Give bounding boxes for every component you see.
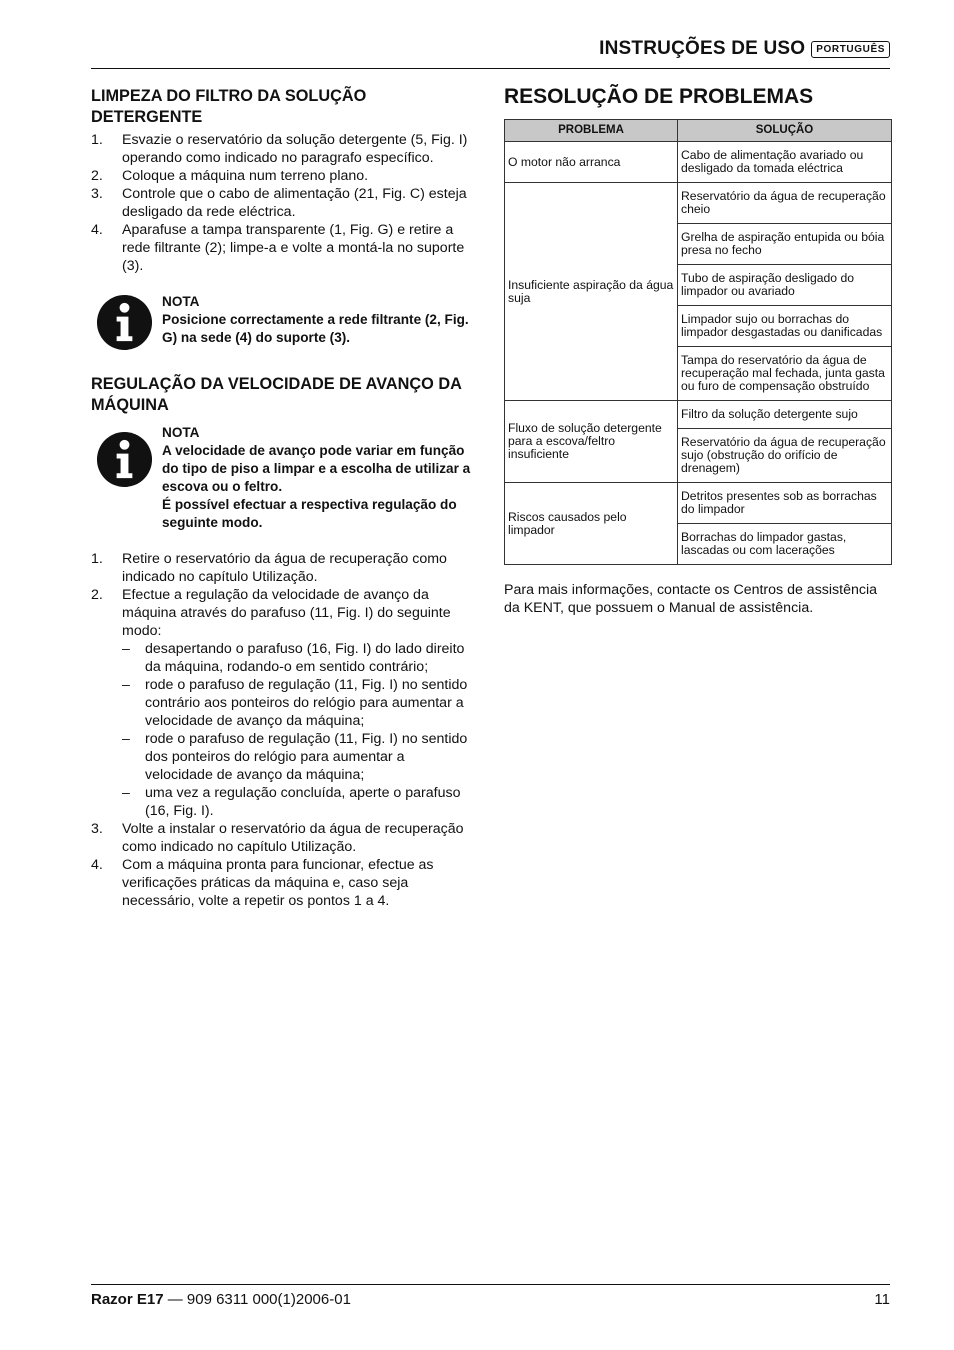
table-row: [505, 142, 892, 183]
list-item: 2. Efectue a regulação da velocidade de avanço da máquina através do parafuso (11, Fig. I) do seguinte modo: – desapertando o parafuso (16, Fig. I) do lado direito da máquina, rodando-o em sentido contrário; – rode o parafuso de regulação (11, Fig. I) no sentido contrário aos ponteiros do relógio para aumentar a velocidade de avanço da máquina; – rode o parafuso de regulação (11, Fig. I) no sentido dos ponteiros do relógio para aumentar a velocidade de avanço da máquina; – uma vez a regulação concluída, aperte o parafuso (16, Fig. I).: [91, 586, 476, 820]
info-icon: [95, 293, 154, 352]
note-label: NOTA: [162, 425, 200, 440]
solution-cell: Borrachas do limpador gastas, lascadas ou com lacerações: [678, 524, 892, 565]
solution-cell: Tubo de aspiração desligado do limpador ou avariado: [678, 265, 892, 306]
filter-steps: [91, 131, 476, 275]
troubleshooting-title: RESOLUÇÃO DE PROBLEMAS: [504, 85, 814, 108]
solution-cell: Grelha de aspiração entupida ou bóia presa no fecho: [678, 224, 892, 265]
list-item: – rode o parafuso de regulação (11, Fig. I) no sentido dos ponteiros do relógio para aumentar a velocidade de avanço da máquina;: [122, 731, 468, 783]
solution-cell: Cabo de alimentação avariado ou desligado da tomada eléctrica: [678, 142, 892, 183]
table-row: [505, 183, 892, 224]
note-label: NOTA: [162, 294, 200, 309]
troubleshooting-table: [504, 119, 892, 565]
problem-cell: Fluxo de solução detergente para a escova/feltro insuficiente: [505, 401, 678, 483]
list-item: 3. Volte a instalar o reservatório da água de recuperação como indicado no capítulo Utilização.: [91, 821, 464, 855]
list-item: – uma vez a regulação concluída, aperte o parafuso (16, Fig. I).: [122, 785, 461, 819]
assistance-footnote: Para mais informações, contacte os Centros de assistência da KENT, que possuem o Manual de assistência.: [504, 582, 877, 616]
solution-cell: Tampa do reservatório da água de recuperação mal fechada, junta gasta ou furo de compensação obstruído: [678, 347, 892, 401]
solution-cell: Filtro da solução detergente sujo: [678, 401, 892, 429]
list-item: 3. Controle que o cabo de alimentação (21, Fig. C) esteja desligado da rede eléctrica.: [91, 186, 467, 220]
footer-rule: [91, 1284, 890, 1285]
list-item: – rode o parafuso de regulação (11, Fig. I) no sentido contrário aos ponteiros do relógio para aumentar a velocidade de avanço da máquina;: [122, 677, 468, 729]
model-name: Razor E17: [91, 1291, 164, 1308]
footer-doc-info: [91, 1291, 351, 1308]
solution-cell: Limpador sujo ou borrachas do limpador desgastadas ou danificadas: [678, 306, 892, 347]
page-header: [599, 38, 890, 60]
header-rule: [91, 68, 890, 69]
list-item: 4. Aparafuse a tampa transparente (1, Fig. G) e retire a rede filtrante (2); limpe-a e volte a montá-la no suporte (3).: [91, 222, 465, 274]
doc-number: — 909 6311 000(1)2006-01: [163, 1291, 351, 1308]
info-icon: [95, 430, 154, 489]
solution-cell: Reservatório da água de recuperação cheio: [678, 183, 892, 224]
right-column: [504, 85, 892, 617]
problem-cell: Insuficiente aspiração da água suja: [505, 183, 678, 401]
list-item: 1. Retire o reservatório da água de recuperação como indicado no capítulo Utilização.: [91, 551, 447, 585]
section-title-speed: REGULAÇÃO DA VELOCIDADE DE AVANÇO DA MÁQUINA: [91, 375, 462, 414]
column-header-problem: PROBLEMA: [505, 120, 678, 142]
solution-cell: Detritos presentes sob as borrachas do limpador: [678, 483, 892, 524]
list-item: 4. Com a máquina pronta para funcionar, efectue as verificações práticas da máquina e, caso seja necessário, volte a repetir os pontos 1 a 4.: [91, 857, 434, 909]
header-title: INSTRUÇÕES DE USO: [599, 38, 806, 59]
note-box: [91, 293, 476, 352]
section-title-filter: LIMPEZA DO FILTRO DA SOLUÇÃO DETERGENTE: [91, 87, 367, 126]
speed-steps: [91, 550, 476, 910]
list-item: 1. Esvazie o reservatório da solução detergente (5, Fig. I) operando como indicado no paragrafo específico.: [91, 132, 468, 166]
column-header-solution: SOLUÇÃO: [678, 120, 892, 142]
speed-substeps: [122, 640, 476, 820]
list-item: – desapertando o parafuso (16, Fig. I) do lado direito da máquina, rodando-o em sentido contrário;: [122, 641, 465, 675]
note-box: [91, 424, 476, 532]
solution-cell: Reservatório da água de recuperação sujo (obstrução do orifício de drenagem): [678, 429, 892, 483]
list-item: 2. Coloque a máquina num terreno plano.: [91, 168, 369, 184]
language-badge: PORTUGUÊS: [811, 41, 890, 58]
page-footer: [91, 1291, 890, 1308]
table-row: [505, 483, 892, 524]
problem-cell: Riscos causados pelo limpador: [505, 483, 678, 565]
note-text: A velocidade de avanço pode variar em função do tipo de piso a limpar e a escolha de utilizar a escova ou o feltro.: [162, 443, 471, 494]
left-column: [91, 86, 476, 910]
note-text: Posicione correctamente a rede filtrante (2, Fig. G) na sede (4) do suporte (3).: [162, 312, 469, 345]
table-row: [505, 401, 892, 429]
note-text: É possível efectuar a respectiva regulação do seguinte modo.: [162, 497, 457, 530]
problem-cell: O motor não arranca: [505, 142, 678, 183]
page-number: 11: [874, 1291, 890, 1308]
